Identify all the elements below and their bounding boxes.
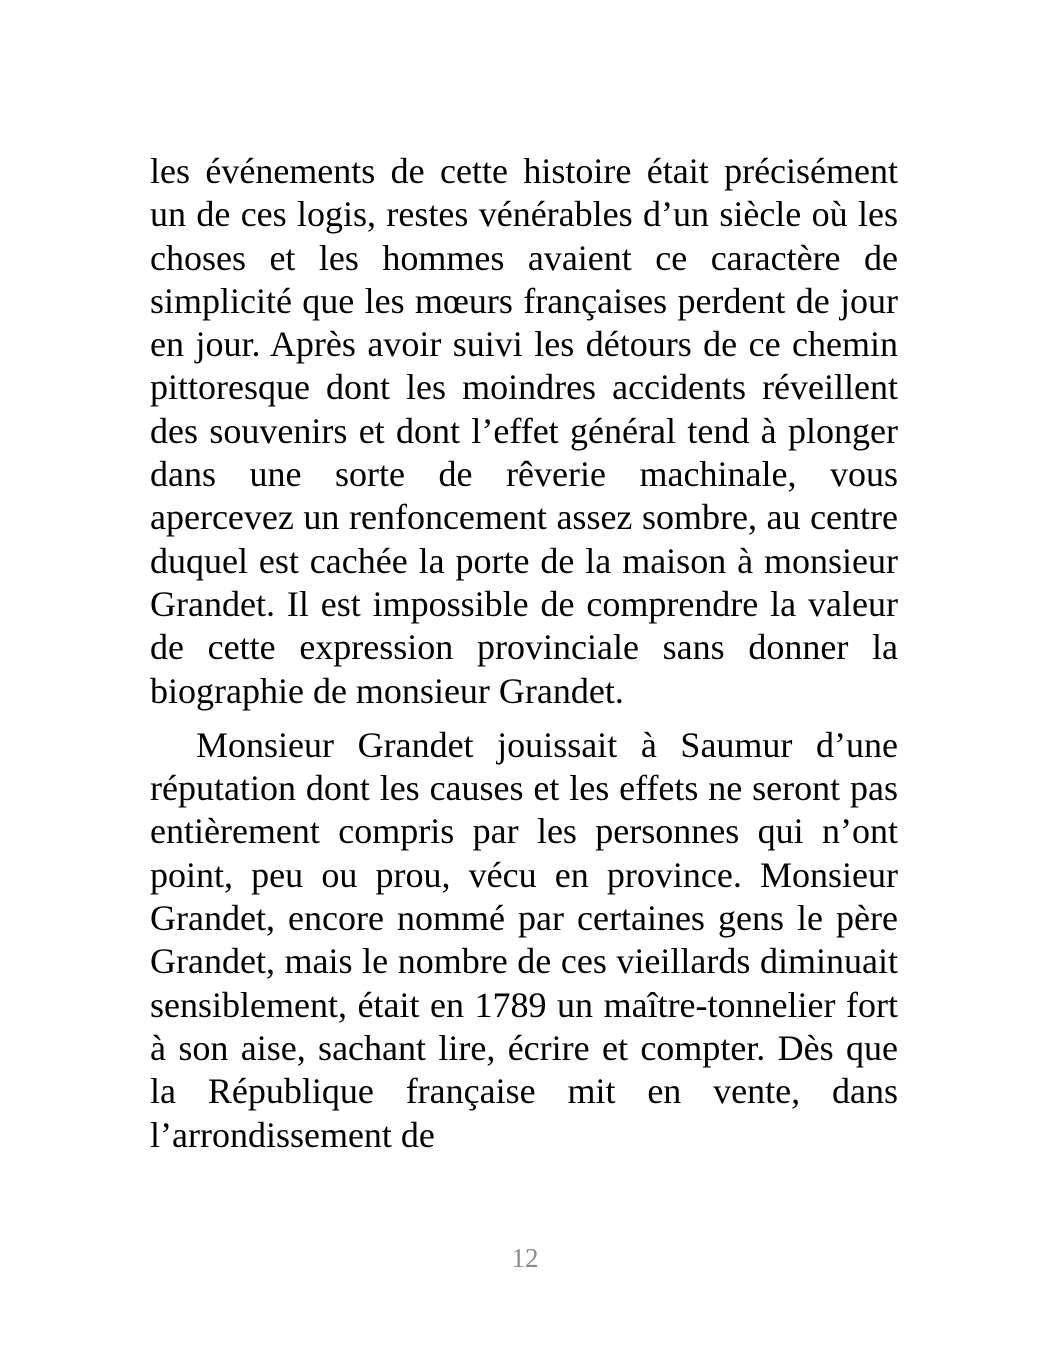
- paragraph-1: les événements de cette histoire était précisément un de ces logis, restes vénérables d’un siècle où les choses et les hommes avaient ce caractère de simplicité que les mœurs françaises perdent de jour en jour. Après avoir suivi les détours de ce chemin pittoresque dont les moindres accidents réveillent des souvenirs et dont l’effet général tend à plonger dans une sorte de rêverie machinale, vous apercevez un renfoncement assez sombre, au centre duquel est cachée la porte de la maison à monsieur Grandet. Il est impossible de comprendre la valeur de cette expression provinciale sans donner la biographie de monsieur Grandet.: [150, 151, 898, 711]
- body-text: [150, 150, 898, 1157]
- paragraph-2: Monsieur Grandet jouissait à Saumur d’une réputation dont les causes et les effets ne seront pas entièrement compris par les personnes qui n’ont point, peu ou prou, vécu en province. Monsieur Grandet, encore nommé par certaines gens le père Grandet, mais le nombre de ces vieillards diminuait sensiblement, était en 1789 un maître-tonnelier fort à son aise, sachant lire, écrire et compter. Dès que la République française mit en vente, dans l’arrondissement de: [150, 724, 898, 1155]
- page-number: 12: [511, 1243, 539, 1273]
